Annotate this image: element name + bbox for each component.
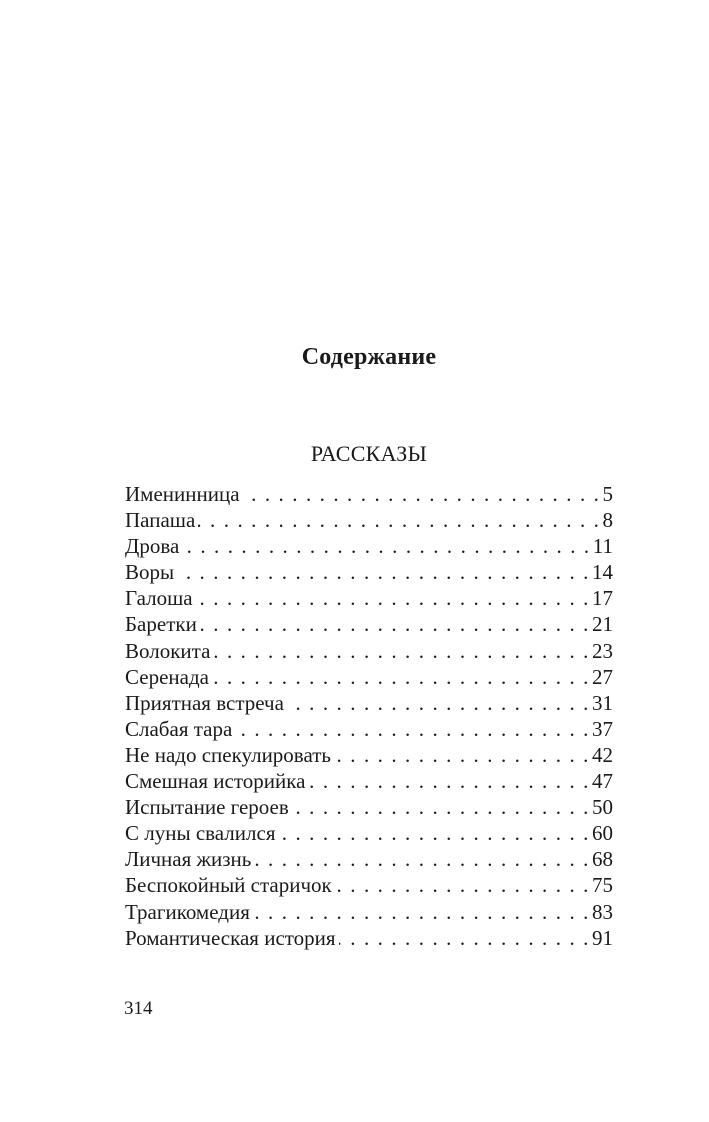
toc-entry-page: 75 (592, 873, 613, 898)
toc-entry[interactable] (125, 611, 613, 637)
toc-entry-title: Папаша (125, 508, 196, 533)
toc-entry-page: 68 (592, 847, 613, 872)
toc-entry-title: С луны свалился (125, 821, 276, 846)
toc-entry-title: Трагикомедия (125, 899, 250, 924)
toc-entry[interactable] (125, 690, 613, 716)
dot-leader (335, 872, 590, 898)
toc-entry-title: Дрова (125, 534, 180, 559)
dot-leader (213, 638, 590, 664)
dot-leader (198, 507, 600, 533)
toc-entry-title: Именинница (125, 482, 240, 506)
toc-entry[interactable] (125, 716, 613, 742)
toc-entry-title: Воры (125, 560, 175, 585)
dot-leader (212, 664, 590, 690)
toc-entry-page: 11 (592, 534, 613, 559)
dot-leader (308, 768, 590, 794)
toc-entry-title: Приятная встреча (125, 690, 284, 715)
toc-entry-title: Не надо спекулировать (125, 742, 331, 767)
toc-entry-title: Испытание героев (125, 795, 289, 820)
dot-leader (292, 794, 590, 820)
toc-entry-page: 31 (592, 690, 613, 715)
toc-entry-page: 60 (592, 821, 613, 846)
toc-entry[interactable] (125, 925, 613, 951)
toc-entry-title: Смешная историйка (125, 769, 306, 794)
toc-entry[interactable] (125, 585, 613, 611)
toc-entry-title: Романтическая история (125, 925, 336, 950)
dot-leader (235, 716, 590, 742)
toc-entry-page: 21 (592, 612, 613, 637)
toc-entry-title: Личная жизнь (125, 847, 252, 872)
toc-entry-title: Беспокойный старичок (125, 873, 332, 898)
page-number: 314 (124, 998, 153, 1019)
toc-entry[interactable] (125, 899, 613, 925)
toc-entry-title: Баретки (125, 612, 197, 637)
dot-leader (182, 533, 590, 559)
toc-entry-page: 91 (592, 925, 613, 950)
section-heading: РАССКАЗЫ (310, 441, 428, 466)
toc-entry-title: Галоша (125, 586, 193, 611)
toc-entry-page: 27 (592, 664, 613, 689)
dot-leader (339, 925, 590, 951)
toc-entry-page: 47 (592, 769, 613, 794)
toc-entry-page: 37 (592, 716, 613, 741)
toc-entry[interactable] (125, 638, 613, 664)
toc-entry[interactable] (125, 533, 613, 559)
toc-entry-title: Слабая тара (125, 716, 233, 741)
toc-entry-page: 42 (592, 742, 613, 767)
dot-leader (177, 559, 590, 585)
dot-leader (334, 742, 590, 768)
page-title: Содержание (301, 344, 437, 370)
toc-entry-title: Волокита (125, 638, 211, 663)
toc-entry-title: Серенада (125, 664, 209, 689)
toc-entry-page: 83 (592, 899, 613, 924)
dot-leader (287, 690, 590, 716)
dot-leader (243, 481, 601, 507)
dot-leader (196, 585, 590, 611)
dot-leader (254, 846, 590, 872)
toc-entry-page: 8 (602, 508, 613, 533)
toc-entry-page: 5 (602, 482, 613, 506)
toc-entry-page: 23 (592, 638, 613, 663)
toc-entry[interactable] (125, 820, 613, 846)
toc-entry[interactable] (125, 481, 613, 507)
toc-entry[interactable] (125, 846, 613, 872)
toc-entry[interactable] (125, 507, 613, 533)
dot-leader (253, 899, 590, 925)
toc-entry[interactable] (125, 872, 613, 898)
toc-entry[interactable] (125, 768, 613, 794)
toc-entry-page: 14 (592, 560, 613, 585)
dot-leader (278, 820, 590, 846)
toc-entry-page: 17 (592, 586, 613, 611)
table-of-contents (125, 481, 613, 951)
toc-entry-page: 50 (592, 795, 613, 820)
toc-entry[interactable] (125, 742, 613, 768)
toc-entry[interactable] (125, 794, 613, 820)
dot-leader (200, 611, 590, 637)
toc-entry[interactable] (125, 559, 613, 585)
toc-entry[interactable] (125, 664, 613, 690)
